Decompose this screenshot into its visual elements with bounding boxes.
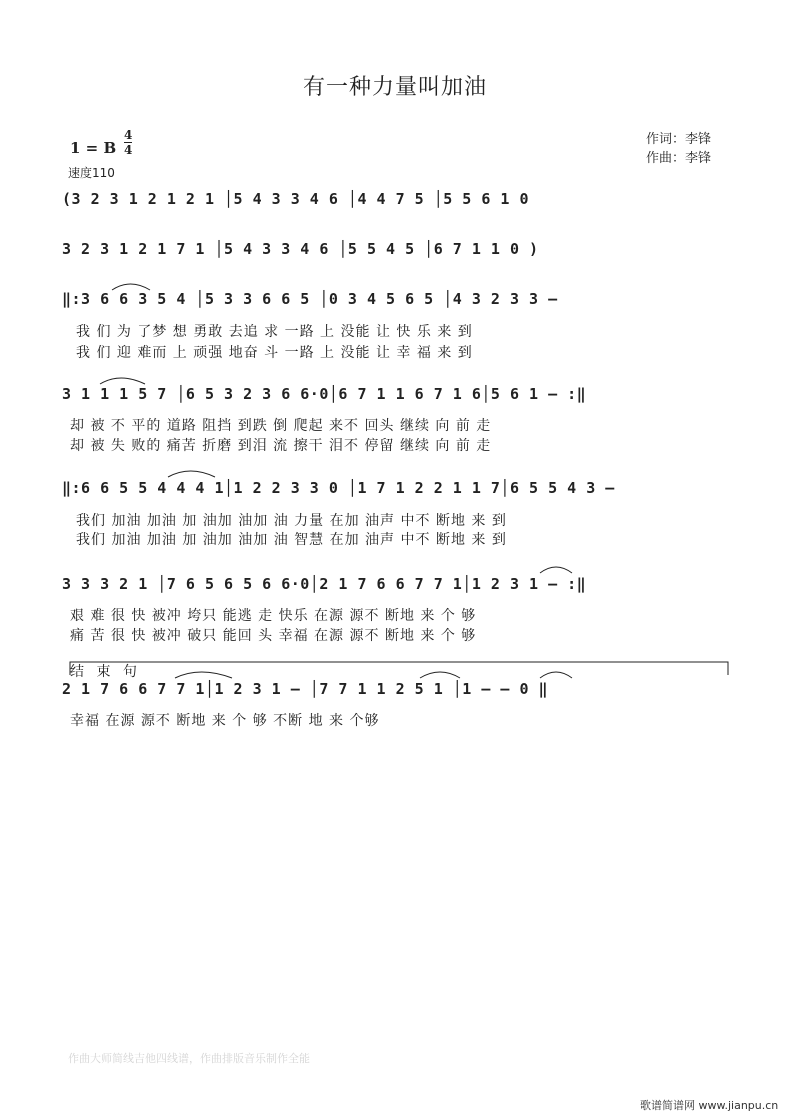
lyricist-credit: 作词：李锋	[646, 132, 712, 147]
key-signature: 1 = B	[70, 139, 117, 157]
site-watermark: 歌谱简谱网 www.jianpu.cn	[640, 1099, 779, 1112]
slur	[540, 567, 572, 573]
lyric-row-6-verse-2: 痛 苦 很 快 被冲 破只 能回 头 幸福 在源 源不 断地 来 个 够	[70, 628, 477, 644]
ending-bracket	[70, 662, 728, 675]
footer-note: 作曲大师简线吉他四线谱，作曲排版音乐制作全能	[68, 1052, 310, 1065]
lyric-row-6-verse-1: 艰 难 很 快 被冲 垮只 能逃 走 快乐 在源 源不 断地 来 个 够	[70, 608, 477, 624]
notation-row-5: ‖:6 6 5 5 4 4 4 1│1 2 2 3 3 0 │1 7 1 2 2 1 1 7│6 5 5 4 3 –	[62, 479, 615, 497]
slur	[175, 672, 232, 678]
notation-row-3: ‖:3 6 6 3 5 4 │5 3 3 6 6 5 │0 3 4 5 6 5 │4 3 2 3 3 –	[62, 290, 558, 308]
lyric-row-5-verse-1: 我们 加油 加油 加 油加 油加 油 力量 在加 油声 中不 断地 来 到	[76, 513, 507, 529]
ending-label: 结 束 句	[70, 664, 141, 680]
lyric-row-3-verse-1: 我 们 为 了梦 想 勇敢 去追 求 一路 上 没能 让 快 乐 来 到	[76, 324, 473, 340]
slur	[540, 672, 572, 678]
slur	[168, 471, 215, 477]
lyric-row-7: 幸福 在源 源不 断地 来 个 够 不断 地 来 个够	[70, 713, 380, 729]
notation-row-7: 2 1 7 6 6 7 7 1│1 2 3 1 – │7 7 1 1 2 5 1 │1 – – 0 ‖	[62, 680, 549, 698]
notation-row-2: 3 2 3 1 2 1 7 1 │5 4 3 3 4 6 │5 5 4 5 │6 7 1 1 0 )	[62, 240, 539, 258]
time-signature: 4 4	[124, 128, 133, 157]
lyric-row-5-verse-2: 我们 加油 加油 加 油加 油加 油 智慧 在加 油声 中不 断地 来 到	[76, 532, 507, 548]
slur	[420, 672, 460, 678]
notation-row-4: 3 1 1 1 5 7 │6 5 3 2 3 6 6·0│6 7 1 1 6 7 1 6│5 6 1 – :‖	[62, 385, 587, 403]
slur	[100, 378, 145, 384]
lyric-row-4-verse-1: 却 被 不 平的 道路 阻挡 到跌 倒 爬起 来不 回头 继续 向 前 走	[70, 418, 492, 434]
notation-row-6: 3 3 3 2 1 │7 6 5 6 5 6 6·0│2 1 7 6 6 7 7 1│1 2 3 1 – :‖	[62, 575, 587, 593]
lyric-row-3-verse-2: 我 们 迎 难而 上 顽强 地奋 斗 一路 上 没能 让 幸 福 来 到	[76, 345, 473, 361]
tempo-marking: 速度110	[68, 166, 115, 180]
composer-credit: 作曲：李锋	[646, 151, 712, 166]
lyric-row-4-verse-2: 却 被 失 败的 痛苦 折磨 到泪 流 擦干 泪不 停留 继续 向 前 走	[70, 438, 492, 454]
slur	[112, 284, 150, 290]
notation-row-1: (3 2 3 1 2 1 2 1 │5 4 3 3 4 6 │4 4 7 5 │5 5 6 1 0	[62, 190, 530, 208]
score-title: 有一种力量叫加油	[302, 75, 487, 100]
